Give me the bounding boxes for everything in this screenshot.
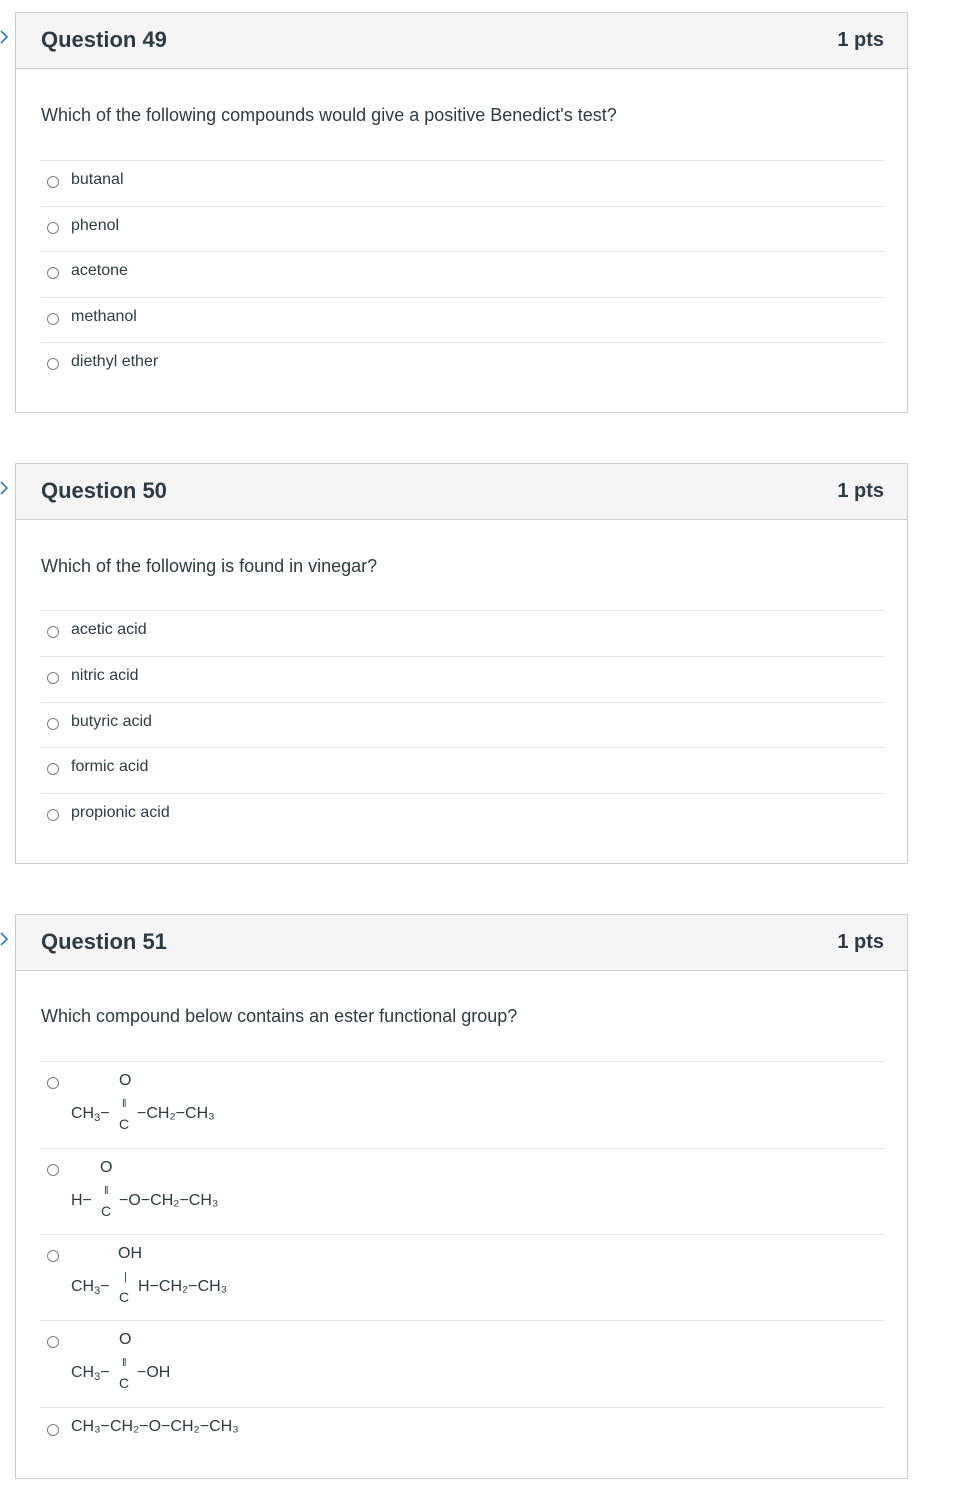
answer-option[interactable] bbox=[41, 610, 885, 656]
radio-circle-icon[interactable] bbox=[47, 626, 59, 638]
question-points: 1 pts bbox=[837, 29, 884, 51]
formula-right-group: −O−CH₂−CH₃ bbox=[119, 1192, 219, 1209]
radio-circle-icon[interactable] bbox=[47, 267, 59, 279]
answer-label: diethyl ether bbox=[71, 353, 159, 370]
formula-left-text: CH bbox=[71, 1278, 95, 1295]
radio-circle-icon[interactable] bbox=[47, 809, 59, 821]
question-text: Which compound below contains an ester functional group? bbox=[41, 1006, 518, 1026]
radio-circle-icon[interactable] bbox=[47, 718, 59, 730]
formula-carbon: C bbox=[101, 1203, 112, 1219]
question-50 bbox=[15, 463, 908, 864]
answer-option[interactable] bbox=[41, 1061, 885, 1148]
formula-right-group: −OH bbox=[137, 1364, 171, 1381]
answer-option[interactable] bbox=[41, 206, 885, 251]
question-title: Question 51 bbox=[41, 929, 167, 954]
formula-bond: ‖ bbox=[122, 1357, 127, 1369]
formula-left-group: $CH_3-$ bbox=[71, 1278, 110, 1297]
formula-left-text: CH bbox=[71, 1364, 95, 1381]
radio-circle-icon[interactable] bbox=[47, 1424, 59, 1436]
formula-left-group: $CH_3-$ bbox=[71, 1105, 110, 1124]
formula-carbon: C bbox=[119, 1289, 130, 1305]
answer-option[interactable] bbox=[41, 251, 885, 297]
answer-option[interactable] bbox=[41, 1320, 885, 1407]
question-points: 1 pts bbox=[837, 931, 884, 953]
question-51 bbox=[15, 914, 908, 1479]
formula-carbon: C bbox=[119, 1116, 130, 1132]
radio-circle-icon[interactable] bbox=[47, 1250, 59, 1262]
chevron-right-icon bbox=[0, 481, 8, 495]
formula-left-sub: 3 bbox=[94, 1371, 101, 1383]
radio-circle-icon[interactable] bbox=[47, 313, 59, 325]
formula-left-group: $CH_3-$ bbox=[71, 1364, 110, 1383]
question-text: Which of the following is found in vinegar? bbox=[41, 556, 378, 576]
question-title: Question 50 bbox=[41, 478, 167, 503]
answer-option[interactable] bbox=[41, 1407, 885, 1451]
formula-bond: ‖ bbox=[104, 1185, 109, 1197]
answer-label: formic acid bbox=[71, 758, 149, 775]
radio-circle-icon[interactable] bbox=[47, 176, 59, 188]
answer-option[interactable] bbox=[41, 656, 885, 702]
answer-option[interactable] bbox=[41, 793, 885, 838]
chevron-right-icon bbox=[0, 932, 8, 946]
answer-list bbox=[41, 1061, 885, 1451]
formula-carbon: C bbox=[119, 1375, 130, 1391]
answer-option[interactable] bbox=[41, 342, 885, 388]
answer-label: butyric acid bbox=[71, 713, 152, 730]
question-header bbox=[16, 915, 907, 971]
answer-label: phenol bbox=[71, 217, 120, 234]
formula-top-atom: OH bbox=[118, 1245, 142, 1262]
answer-label: propionic acid bbox=[71, 804, 170, 821]
answer-option[interactable] bbox=[41, 1148, 885, 1234]
formula-left-text: CH bbox=[71, 1105, 95, 1122]
formula-left-sub: 3 bbox=[94, 1112, 101, 1124]
radio-circle-icon[interactable] bbox=[47, 672, 59, 684]
formula-bond: ‖ bbox=[122, 1098, 127, 1110]
answer-list bbox=[41, 160, 885, 388]
answer-option[interactable] bbox=[41, 160, 885, 206]
formula-top-atom: O bbox=[119, 1072, 132, 1089]
question-title: Question 49 bbox=[41, 27, 167, 52]
radio-circle-icon[interactable] bbox=[47, 1336, 59, 1348]
formula-top-atom: O bbox=[100, 1159, 113, 1176]
formula-left-sub: 3 bbox=[94, 1285, 101, 1297]
question-49 bbox=[15, 12, 908, 413]
answer-option[interactable] bbox=[41, 747, 885, 793]
formula-right-group: −CH₂−CH₃ bbox=[137, 1105, 215, 1122]
formula-left-group: H− bbox=[71, 1192, 92, 1209]
question-points: 1 pts bbox=[837, 480, 884, 502]
chevron-right-icon bbox=[0, 30, 8, 44]
answer-option[interactable] bbox=[41, 702, 885, 747]
formula-bond: | bbox=[124, 1271, 127, 1283]
radio-circle-icon[interactable] bbox=[47, 1164, 59, 1176]
question-header bbox=[16, 464, 907, 520]
formula-right-group: H−CH₂−CH₃ bbox=[138, 1278, 228, 1295]
formula-top-atom: O bbox=[119, 1331, 132, 1348]
answer-option[interactable] bbox=[41, 297, 885, 342]
answer-label: acetone bbox=[71, 262, 128, 279]
radio-circle-icon[interactable] bbox=[47, 358, 59, 370]
answer-label: nitric acid bbox=[71, 667, 139, 684]
answer-list bbox=[41, 610, 885, 838]
answer-label: methanol bbox=[71, 308, 137, 325]
question-header bbox=[16, 13, 907, 69]
answer-option[interactable] bbox=[41, 1234, 885, 1320]
radio-circle-icon[interactable] bbox=[47, 222, 59, 234]
question-text: Which of the following compounds would give a positive Benedict's test? bbox=[41, 105, 617, 125]
radio-circle-icon[interactable] bbox=[47, 763, 59, 775]
answer-label: acetic acid bbox=[71, 621, 147, 638]
radio-circle-icon[interactable] bbox=[47, 1077, 59, 1089]
answer-label: butanal bbox=[71, 171, 124, 188]
answer-label: CH₃−CH₂−O−CH₂−CH₃ bbox=[71, 1418, 239, 1435]
